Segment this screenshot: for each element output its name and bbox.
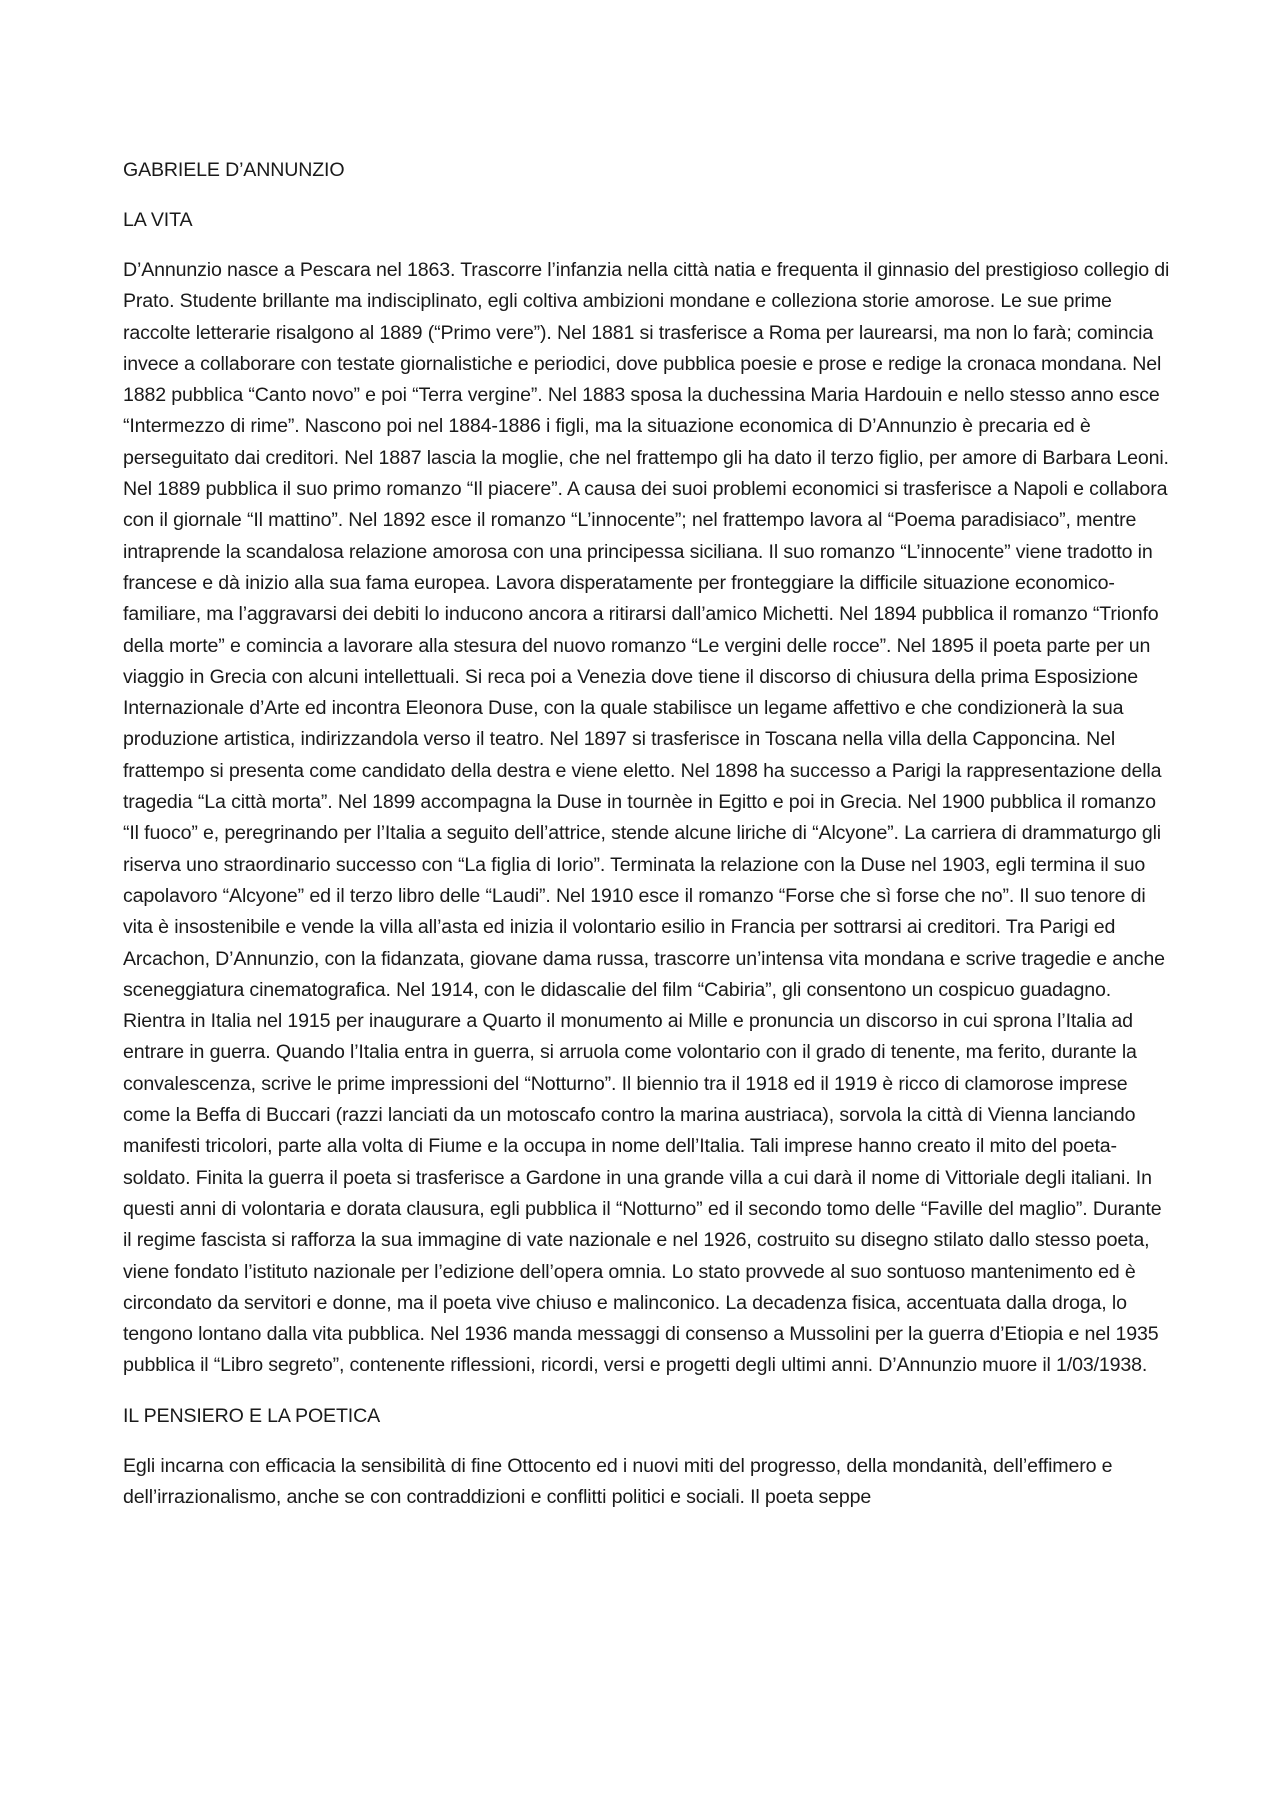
section-heading-thought: IL PENSIERO E LA POETICA [123,1404,381,1427]
document-body [123,155,1173,1532]
section-paragraph-thought: Egli incarna con efficacia la sensibilità di fine Ottocento ed i nuovi miti del progresso, della mondanità, dell’effimero e dell’irrazionalismo, anche se con contraddizioni e conflitti politici e sociali. Il poeta seppe [123,1454,1113,1508]
section-paragraph-life: D’Annunzio nasce a Pescara nel 1863. Trascorre l’infanzia nella città natia e frequenta il ginnasio del prestigioso collegio di Prato. Studente brillante ma indisciplinato, egli coltiva ambizioni mondane e colleziona storie amorose. Le sue prime raccolte letterarie risalgono al 1889 (“Primo vere”). Nel 1881 si trasferisce a Roma per laurearsi, ma non lo farà; comincia invece a collaborare con testate giornalistiche e periodici, dove pubblica poesie e prose e redige la cronaca mondana. Nel 1882 pubblica “Canto novo” e poi “Terra vergine”. Nel 1883 sposa la duchessina Maria Hardouin e nello stesso anno esce “Intermezzo di rime”. Nascono poi nel 1884-1886 i figli, ma la situazione economica di D’Annunzio è precaria ed è perseguitato dai creditori. Nel 1887 lascia la moglie, che nel frattempo gli ha dato il terzo figlio, per amore di Barbara Leoni. Nel 1889 pubblica il suo primo romanzo “Il piacere”. A causa dei suoi problemi economici si trasferisce a Napoli e collabora con il giornale “Il mattino”. Nel 1892 esce il romanzo “L’innocente”; nel frattempo lavora al “Poema paradisiaco”, mentre intraprende la scandalosa relazione amorosa con una principessa siciliana. Il suo romanzo “L’innocente” viene tradotto in francese e dà inizio alla sua fama europea. Lavora disperatamente per fronteggiare la difficile situazione economico-familiare, ma l’aggravarsi dei debiti lo inducono ancora a ritirarsi dall’amico Michetti. Nel 1894 pubblica il romanzo “Trionfo della morte” e comincia a lavorare alla stesura del nuovo romanzo “Le vergini delle rocce”. Nel 1895 il poeta parte per un viaggio in Grecia con alcuni intellettuali. Si reca poi a Venezia dove tiene il discorso di chiusura della prima Esposizione Internazionale d’Arte ed incontra Eleonora Duse, con la quale stabilisce un legame affettivo e che condizionerà la sua produzione artistica, indirizzandola verso il teatro. Nel 1897 si trasferisce in Toscana nella villa della Capponcina. Nel frattempo si presenta come candidato della destra e viene eletto. Nel 1898 ha successo a Parigi la rappresentazione della tragedia “La città morta”. Nel 1899 accompagna la Duse in tournèe in Egitto e poi in Grecia. Nel 1900 pubblica il romanzo “Il fuoco” e, peregrinando per l’Italia a seguito dell’attrice, stende alcune liriche di “Alcyone”. La carriera di drammaturgo gli riserva uno straordinario successo con “La figlia di Iorio”. Terminata la relazione con la Duse nel 1903, egli termina il suo capolavoro “Alcyone” ed il terzo libro delle “Laudi”. Nel 1910 esce il romanzo “Forse che sì forse che no”. Il suo tenore di vita è insostenibile e vende la villa all’asta ed inizia il volontario esilio in Francia per sottrarsi ai creditori. Tra Parigi ed Arcachon, D’Annunzio, con la fidanzata, giovane dama russa, trascorre un’intensa vita mondana e scrive tragedie e anche sceneggiatura cinematografica. Nel 1914, con le didascalie del film “Cabiria”, gli consentono un cospicuo guadagno. Rientra in Italia nel 1915 per inaugurare a Quarto il monumento ai Mille e pronuncia un discorso in cui sprona l’Italia ad entrare in guerra. Quando l’Italia entra in guerra, si arruola come volontario con il grado di tenente, ma ferito, durante la convalescenza, scrive le prime impressioni del “Notturno”. Il biennio tra il 1918 ed il 1919 è ricco di clamorose imprese come la Beffa di Buccari (razzi lanciati da un motoscafo contro la marina austriaca), sorvola la città di Vienna lanciando manifesti tricolori, parte alla volta di Fiume e la occupa in nome dell’Italia. Tali imprese hanno creato il mito del poeta-soldato. Finita la guerra il poeta si trasferisce a Gardone in una grande villa a cui darà il nome di Vittoriale degli italiani. In questi anni di volontaria e dorata clausura, egli pubblica il “Notturno” ed il secondo tomo delle “Faville del maglio”. Durante il regime fascista si rafforza la sua immagine di vate nazionale e nel 1926, costruito su disegno stilato dallo stesso poeta, viene fondato l’istituto nazionale per l’edizione dell’opera omnia. Lo stato provvede al suo sontuoso mantenimento ed è circondato da servitori e donne, ma il poeta vive chiuso e malinconico. La decadenza fisica, accentuata dalla droga, lo tengono lontano dalla vita pubblica. Nel 1936 manda messaggi di consenso a Mussolini per la guerra d’Etiopia e nel 1935 pubblica il “Libro segreto”, contenente riflessioni, ricordi, versi e progetti degli ultimi anni. D’Annunzio muore il 1/03/1938. [123,259,1170,1377]
document-title: GABRIELE D’ANNUNZIO [123,159,345,181]
section-heading-life: LA VITA [123,209,193,231]
